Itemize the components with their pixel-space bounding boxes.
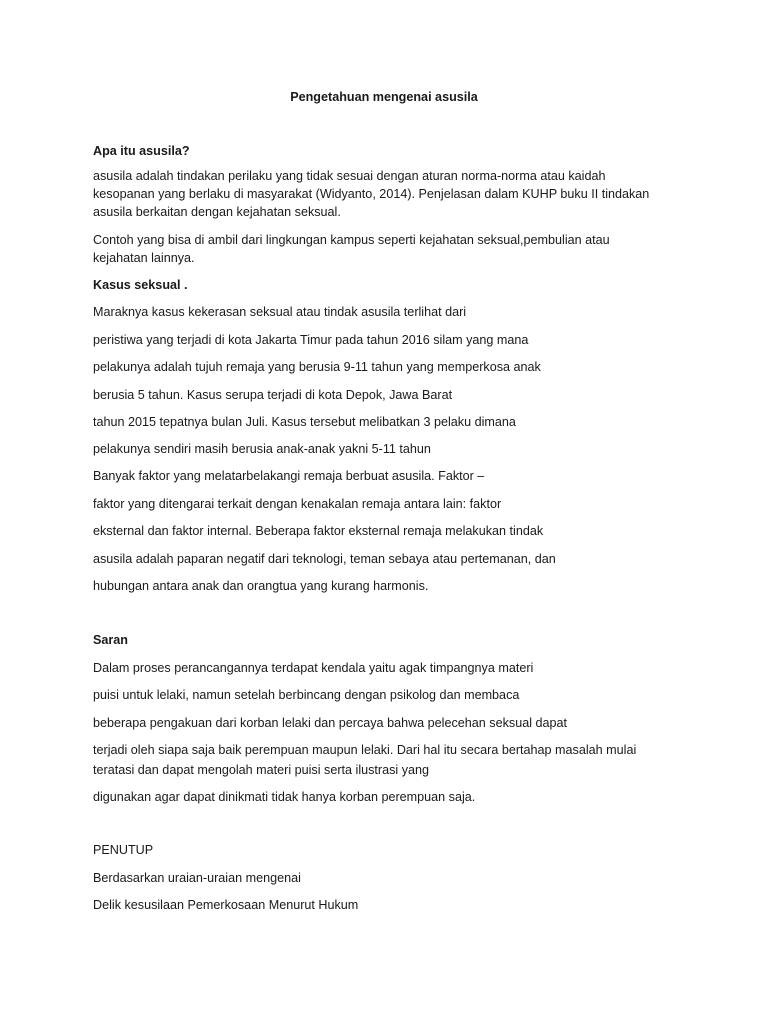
paragraph-line: Banyak faktor yang melatarbelakangi remaja berbuat asusila. Faktor – xyxy=(93,469,485,483)
paragraph-line: peristiwa yang terjadi di kota Jakarta Timur pada tahun 2016 silam yang mana xyxy=(93,333,529,347)
paragraph-line: asusila berkaitan dengan kejahatan seksual. xyxy=(93,205,341,219)
paragraph-line: Dalam proses perancangannya terdapat kendala yaitu agak timpangnya materi xyxy=(93,661,534,675)
paragraph-line: eksternal dan faktor internal. Beberapa faktor eksternal remaja melakukan tindak xyxy=(93,524,544,538)
paragraph-line: kejahatan lainnya. xyxy=(93,251,195,265)
paragraph-line: beberapa pengakuan dari korban lelaki dan percaya bahwa pelecehan seksual dapat xyxy=(93,716,568,730)
paragraph-line: tahun 2015 tepatnya bulan Juli. Kasus tersebut melibatkan 3 pelaku dimana xyxy=(93,415,516,429)
heading-apa-itu-asusila: Apa itu asusila? xyxy=(93,144,190,158)
paragraph-line: hubungan antara anak dan orangtua yang kurang harmonis. xyxy=(93,579,429,593)
paragraph-line: pelakunya adalah tujuh remaja yang berusia 9-11 tahun yang memperkosa anak xyxy=(93,360,541,374)
paragraph-line: Delik kesusilaan Pemerkosaan Menurut Hukum xyxy=(93,898,359,912)
paragraph-line: puisi untuk lelaki, namun setelah berbincang dengan psikolog dan membaca xyxy=(93,688,520,702)
paragraph-line: teratasi dan dapat mengolah materi puisi serta ilustrasi yang xyxy=(93,763,430,777)
heading-kasus-seksual: Kasus seksual . xyxy=(93,278,188,292)
paragraph-line: Maraknya kasus kekerasan seksual atau tindak asusila terlihat dari xyxy=(93,305,467,319)
paragraph-line: Contoh yang bisa di ambil dari lingkungan kampus seperti kejahatan seksual,pembulian atau xyxy=(93,233,610,247)
heading-saran: Saran xyxy=(93,633,129,647)
paragraph-line: asusila adalah tindakan perilaku yang tidak sesuai dengan aturan norma-norma atau kaidah xyxy=(93,169,606,183)
paragraph-line: kesopanan yang berlaku di masyarakat (Widyanto, 2014). Penjelasan dalam KUHP buku II tindakan xyxy=(93,187,650,201)
paragraph-line: berusia 5 tahun. Kasus serupa terjadi di kota Depok, Jawa Barat xyxy=(93,388,453,402)
paragraph-line: pelakunya sendiri masih berusia anak-anak yakni 5-11 tahun xyxy=(93,442,431,456)
paragraph-line: terjadi oleh siapa saja baik perempuan maupun lelaki. Dari hal itu secara bertahap masalah mulai xyxy=(93,743,637,757)
paragraph-line: asusila adalah paparan negatif dari teknologi, teman sebaya atau pertemanan, dan xyxy=(93,552,556,566)
paragraph-line: faktor yang ditengarai terkait dengan kenakalan remaja antara lain: faktor xyxy=(93,497,502,511)
heading-penutup: PENUTUP xyxy=(93,843,154,857)
paragraph-line: digunakan agar dapat dinikmati tidak hanya korban perempuan saja. xyxy=(93,790,476,804)
paragraph-line: Berdasarkan uraian-uraian mengenai xyxy=(93,871,301,885)
document-title: Pengetahuan mengenai asusila xyxy=(290,90,478,104)
